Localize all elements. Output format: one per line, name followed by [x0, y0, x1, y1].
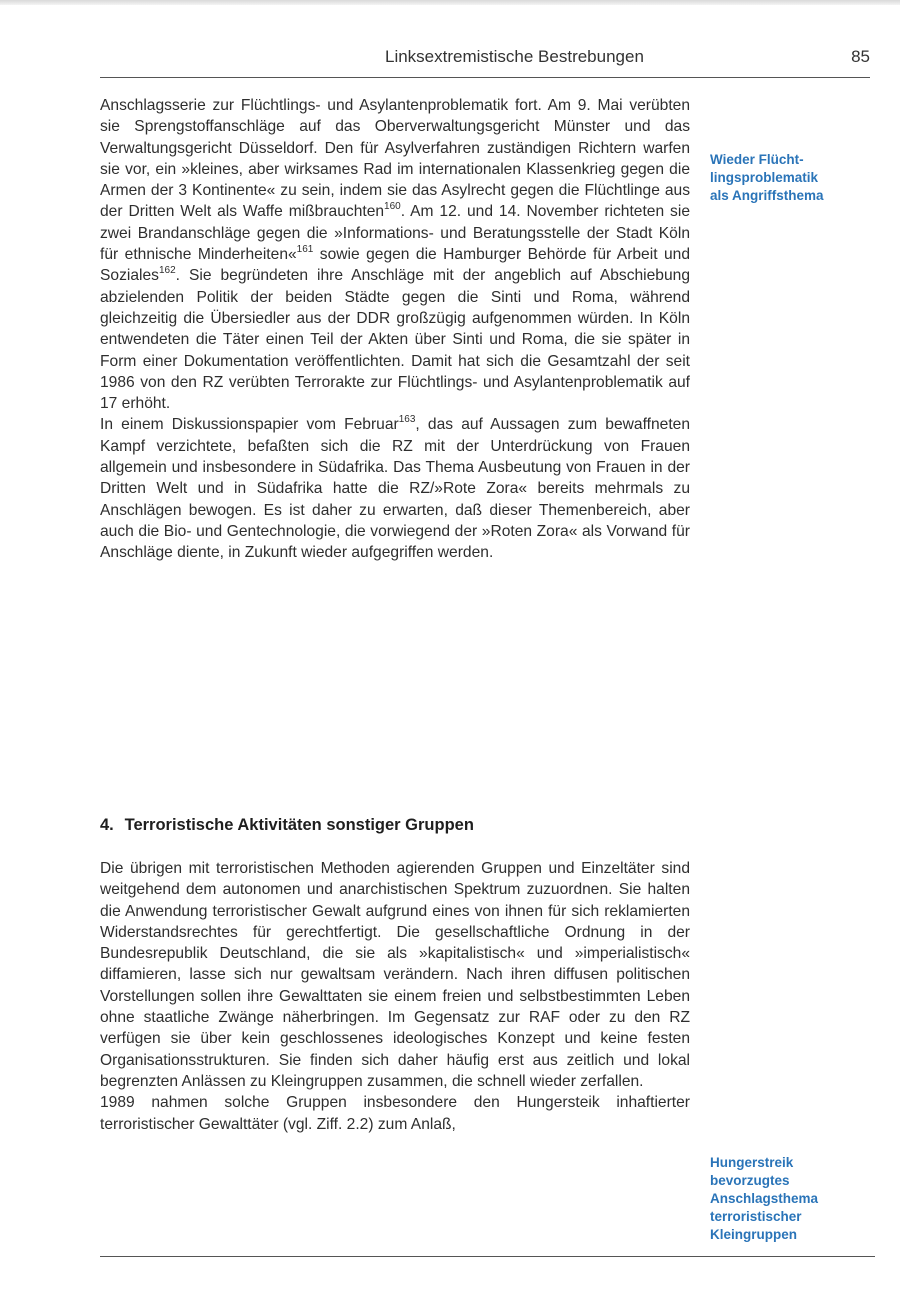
text-run: In einem Diskussionspapier vom Februar [100, 416, 399, 434]
margin-note-hunger-strike [710, 1154, 875, 1244]
section-heading [100, 814, 690, 836]
footer-rule [100, 1256, 875, 1257]
paragraph [100, 858, 690, 1092]
text-run: Anschlagsserie zur Flüchtlings- und Asylantenproblematik fort. Am 9. Mai verübten sie Sprengstoffanschläge auf das Oberverwaltungsgericht Münster und das Verwaltungsgericht Düsseldorf. Den für Asylverfahren zuständigen Richtern warfen sie vor, ein »kleines, aber wirksames Rad im internationalen Klassenkrieg gegen die Armen der 3 Kontinente« zu sein, indem sie das Asylrecht gegen die Flüchtlinge aus der Dritten Welt als Waffe mißbrauchten [100, 97, 690, 221]
body-text-bottom [100, 858, 690, 1135]
footnote-ref: 163 [398, 414, 416, 426]
paragraph [100, 95, 690, 414]
margin-note-line: Anschlagsthema [710, 1191, 819, 1206]
margin-note-line: Kleingruppen [710, 1227, 797, 1242]
page-number: 85 [851, 47, 870, 66]
running-header-title: Linksextremistische Bestrebungen [385, 47, 644, 66]
margin-note-line: lingsproblematik [710, 170, 819, 185]
margin-note-refugee-topic [710, 151, 875, 205]
text-run: . Am 12. und 14. November richteten sie zwei Brandanschläge gegen die »Informations- und Beratungsstelle der Stadt Köln für ethnische Minderheiten« [100, 203, 690, 264]
text-run: sowie gegen die Hamburger Behörde für Arbeit und Soziales [100, 246, 690, 285]
section-number: 4. [100, 816, 114, 834]
paragraph [100, 1092, 690, 1135]
text-run: Die übrigen mit terroristischen Methoden agierenden Gruppen und Einzeltäter sind weitgehend dem autonomen und anarchistischen Spektrum zuzuordnen. Sie halten die Anwendung terroristischer Gewalt aufgrund eines von ihnen für sich reklamierten Widerstandsrechtes für gerechtfertigt. Die gesellschaftliche Ordnung in der Bundesrepublik Deutschland, die sie als »kapitalistisch« und »imperialistisch« diffamieren, lasse sich nur gewaltsam verändern. Nach ihren diffusen politischen Vorstellungen sollen ihre Gewalttaten sie einem freien und selbstbestimmten Leben ohne staatliche Zwänge näherbringen. Im Gegensatz zur RAF oder zu den RZ verfügen sie über kein geschlossenes ideologisches Konzept und keine festen Organisationsstrukturen. Sie finden sich daher häufig erst aus zeitlich und lokal begrenzten Anlässen zu Kleingruppen zusammen, die schnell wieder zerfallen. [100, 860, 690, 1090]
text-run: , das auf Aussagen zum bewaffneten Kampf verzichtete, befaßten sich die RZ mit der Unterdrückung von Frauen allgemein und insbesondere in Südafrika. Das Thema Ausbeutung von Frauen in der Dritten Welt und in Südafrika hatte die RZ/»Rote Zora« bereits mehrmals zu Anschlägen bewogen. Es ist daher zu erwarten, daß dieser Themenbereich, aber auch die Bio- und Gentechnologie, die vorwiegend der »Roten Zora« als Vorwand für Anschläge diente, in Zukunft wieder aufgegriffen werden. [100, 416, 690, 562]
scan-top-edge [0, 0, 900, 5]
footnote-ref: 160 [384, 201, 401, 213]
footnote-ref: 161 [296, 243, 314, 255]
paragraph [100, 414, 690, 563]
footnote-ref: 162 [158, 265, 176, 277]
text-run: 1989 nahmen solche Gruppen insbesondere den Hungersteik inhaftierter terroristischer Gewalttäter (vgl. Ziff. 2.2) zum Anlaß, [100, 1094, 690, 1133]
margin-note-line: Wieder Flücht- [710, 152, 804, 167]
margin-note-line: Hungerstreik [710, 1155, 794, 1170]
margin-note-line: terroristischer [710, 1209, 802, 1224]
margin-note-line: bevorzugtes [710, 1173, 790, 1188]
body-text-top [100, 95, 690, 564]
section-title: Terroristische Aktivitäten sonstiger Gruppen [124, 816, 474, 834]
text-run: . Sie begründeten ihre Anschläge mit der angeblich auf Abschiebung abzielenden Politik der beiden Städte gegen die Sinti und Roma, während gleichzeitig die Übersiedler aus der DDR großzügig aufgenommen würden. In Köln entwendeten die Täter einen Teil der Akten über Sinti und Roma, die sie später in Form einer Dokumentation veröffentlichten. Damit hat sich die Gesamtzahl der seit 1986 von den RZ verübten Terrorakte zur Flüchtlings- und Asylantenproblematik auf 17 erhöht. [100, 267, 690, 413]
margin-note-line: als Angriffsthema [710, 188, 824, 203]
header-rule [100, 77, 870, 78]
